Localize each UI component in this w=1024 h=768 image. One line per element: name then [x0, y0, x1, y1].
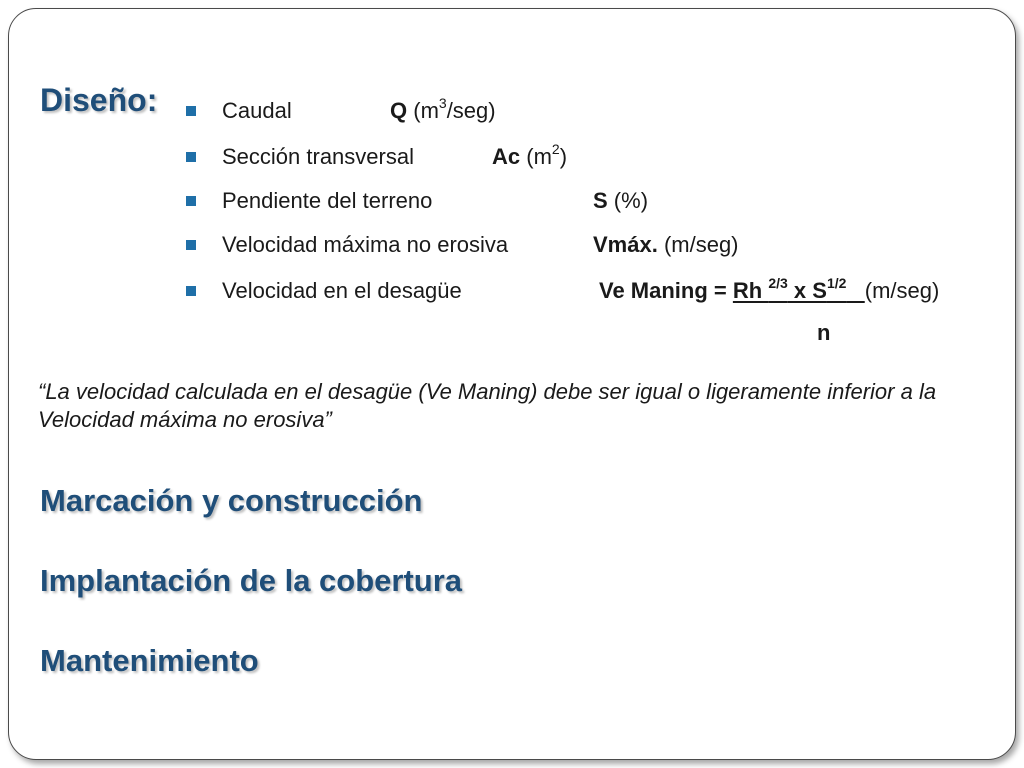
marcacion-heading: Marcación y construcción [40, 483, 423, 518]
manning-formula: Ve Maning = Rh $^{2/3}$ x $S^{1/2}$ (m/seg) [599, 274, 940, 303]
design-note-quote: “La velocidad calculada en el desagüe (Ve Maning) debe ser igual o ligeramente inferior a la Velocidad máxima no erosiva” [38, 379, 937, 432]
item-symbol-unit: Ac $(m^2)$ [492, 140, 568, 169]
item-symbol-unit: Vmáx. (m/seg) [593, 232, 739, 257]
design-heading: Diseño: [40, 82, 158, 118]
mantenimiento-heading: Mantenimiento [40, 643, 259, 678]
item-label: Sección transversal [222, 144, 414, 169]
item-label: Caudal [222, 98, 292, 123]
item-symbol-unit: S (%) [593, 188, 649, 213]
implantacion-heading: Implantación de la cobertura [40, 563, 463, 598]
square-bullet-icon [186, 240, 196, 250]
item-label: Pendiente del terreno [222, 188, 433, 213]
item-symbol-unit: Q $(m^3/seg)$ [390, 94, 496, 123]
formula-denominator: n [817, 320, 831, 345]
item-label: Velocidad máxima no erosiva [222, 232, 509, 257]
square-bullet-icon [186, 196, 196, 206]
square-bullet-icon [186, 106, 196, 116]
item-label: Velocidad en el desagüe [222, 278, 462, 303]
square-bullet-icon [186, 286, 196, 296]
square-bullet-icon [186, 152, 196, 162]
